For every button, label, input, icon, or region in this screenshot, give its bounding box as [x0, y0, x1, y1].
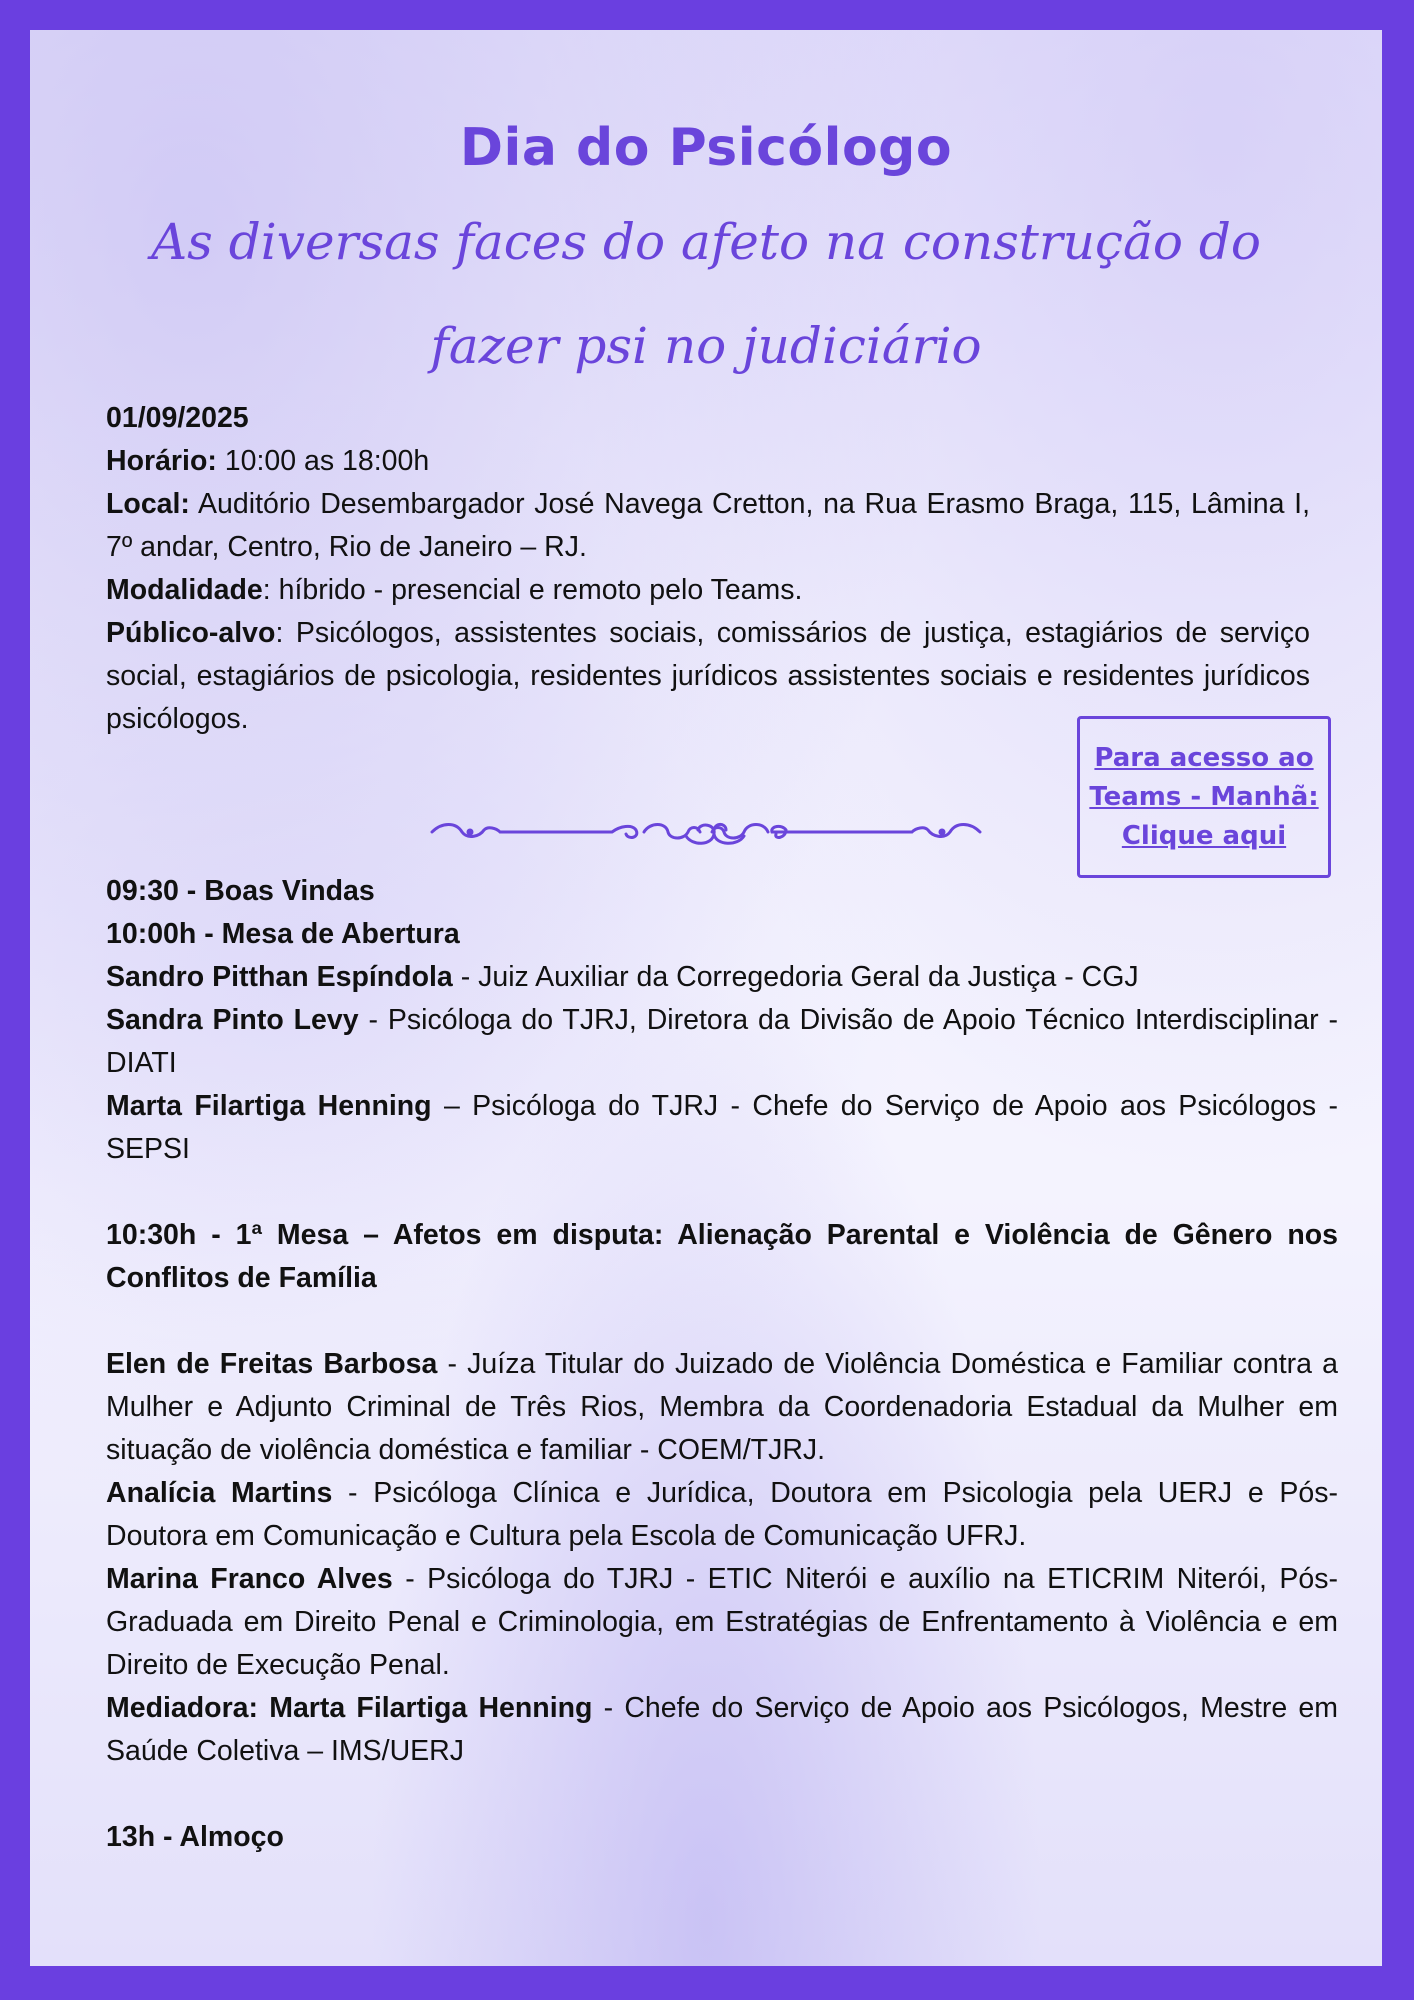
ornament-divider [422, 816, 990, 848]
speaker-desc: - Psicóloga do TJRJ, Diretora da Divisão de Apoio Técnico Interdisciplinar - DIATI [106, 1004, 1338, 1079]
place-label: Local: [106, 488, 190, 520]
event-mode [106, 569, 1338, 612]
panel1-title: 10:30h - 1ª Mesa – Afetos em disputa: Alienação Parental e Violência de Gênero nos Conflitos de Família [106, 1219, 1338, 1294]
mode-value: : híbrido - presencial e remoto pelo Teams. [262, 574, 803, 606]
teams-link-box[interactable] [1077, 716, 1331, 878]
speaker-name: Marta Filartiga Henning [106, 1090, 432, 1122]
event-content [106, 397, 1338, 1859]
spacer [106, 1773, 1338, 1816]
program-lunch [106, 1816, 1338, 1859]
speaker-name: Mediadora: Marta Filartiga Henning [106, 1692, 593, 1724]
speaker-desc: - Psicóloga Clínica e Jurídica, Doutora em Psicologia pela UERJ e Pós-Doutora em Comunicação e Cultura pela Escola de Comunicação UFRJ. [106, 1477, 1338, 1552]
time-value: 10:00 as 18:00h [216, 445, 430, 477]
program-opening [106, 913, 1338, 956]
speaker-desc: – Psicóloga do TJRJ - Chefe do Serviço de Apoio aos Psicólogos - SEPSI [106, 1090, 1338, 1165]
panel1-heading [106, 1214, 1338, 1300]
speaker-name: Marina Franco Alves [106, 1563, 393, 1595]
place-value: Auditório Desembargador José Navega Cretton, na Rua Erasmo Braga, 115, Lâmina I, 7º andar, Centro, Rio de Janeiro – RJ. [106, 488, 1310, 563]
spacer [106, 1171, 1338, 1214]
audience-value: : Psicólogos, assistentes sociais, comissários de justiça, estagiários de serviço social, estagiários de psicologia, residentes jurídicos assistentes sociais e residentes jurídicos psicólogos. [106, 617, 1310, 735]
speaker-name: Sandra Pinto Levy [106, 1004, 359, 1036]
speaker-entry [106, 1472, 1338, 1558]
speaker-desc: - Psicóloga do TJRJ - ETIC Niterói e auxílio na ETICRIM Niterói, Pós-Graduada em Direito Penal e Criminologia, em Estratégias de Enfrentamento à Violência e em Direito de Execução Penal. [106, 1563, 1338, 1681]
speaker-entry [106, 1687, 1338, 1773]
speaker-name: Sandro Pitthan Espíndola [106, 961, 453, 993]
speaker-entry [106, 956, 1338, 999]
event-date [106, 397, 1338, 440]
mode-label: Modalidade [106, 574, 263, 606]
flyer-page [30, 30, 1382, 1966]
speaker-name: Analícia Martins [106, 1477, 333, 1509]
teams-access-link[interactable]: Para acesso ao Teams - Manhã: Clique aqui [1089, 742, 1319, 851]
event-place [106, 483, 1338, 569]
audience-label: Público-alvo [106, 617, 276, 649]
speaker-entry [106, 999, 1338, 1085]
speaker-entry [106, 1343, 1338, 1472]
speaker-desc: - Juíza Titular do Juizado de Violência Doméstica e Familiar contra a Mulher e Adjunto Criminal de Três Rios, Membra da Coordenadoria Estadual da Mulher em situação de violência doméstica e familiar - COEM/TJRJ. [106, 1348, 1338, 1466]
event-time [106, 440, 1338, 483]
spacer [106, 1300, 1338, 1343]
speaker-desc: - Juiz Auxiliar da Corregedoria Geral da Justiça - CGJ [452, 961, 1139, 993]
date-text: 01/09/2025 [106, 402, 249, 434]
speaker-entry [106, 1558, 1338, 1687]
page-subtitle: As diversas faces do afeto na construção do fazer psi no judiciário [151, 213, 1261, 375]
speaker-entry [106, 1085, 1338, 1171]
speaker-name: Elen de Freitas Barbosa [106, 1348, 438, 1380]
welcome-text: 09:30 - Boas Vindas [106, 875, 375, 907]
lunch-text: 13h - Almoço [106, 1821, 284, 1853]
speaker-desc: - Chefe do Serviço de Apoio aos Psicólogos, Mestre em Saúde Coletiva – IMS/UERJ [106, 1692, 1338, 1767]
page-title: Dia do Psicólogo [459, 118, 953, 178]
time-label: Horário: [106, 445, 217, 477]
opening-text: 10:00h - Mesa de Abertura [106, 918, 460, 950]
